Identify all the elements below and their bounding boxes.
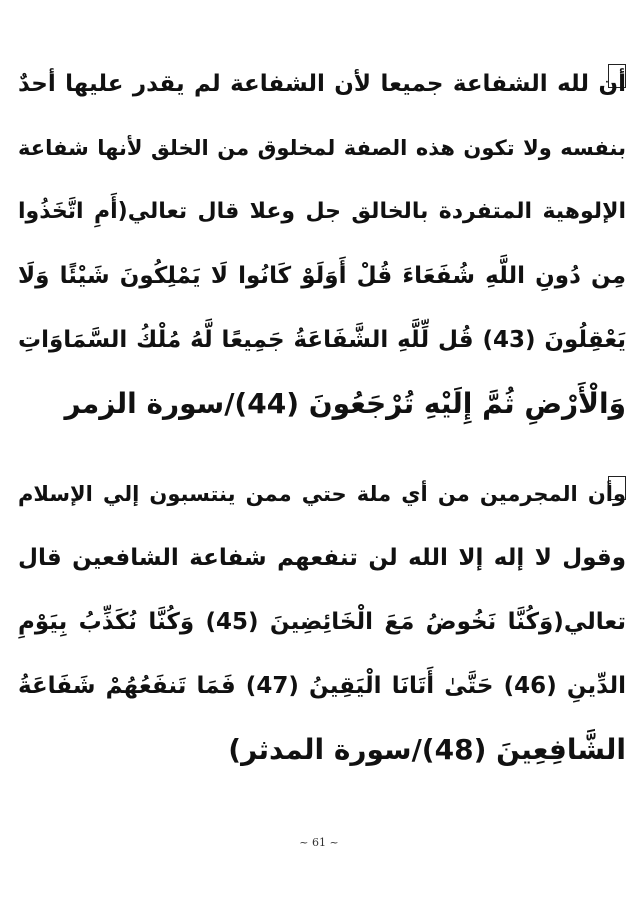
text-line: وَالْأَرْضِ ثُمَّ إِلَيْهِ تُرْجَعُونَ (44)/سورة الزمر (64, 387, 626, 420)
text-line: وقول لا إله إلا الله لن تنفعهم شفاعة الشافعين قال (18, 545, 626, 571)
text-line: وأن المجرمين من أي ملة حتي ممن ينتسبون إلي الإسلام (18, 482, 626, 506)
text-line: الإلوهية المتفردة بالخالق جل وعلا قال تعالي(أَمِ اتَّخَذُوا (18, 199, 626, 224)
text-line: الشَّافِعِينَ (48)/سورة المدثر) (228, 733, 626, 766)
text-line: تعالي(وَكُنَّا نَخُوضُ مَعَ الْخَائِضِينَ (45) وَكُنَّا نُكَذِّبُ بِيَوْمِ (18, 609, 626, 635)
text-line: بنفسه ولا تكون هذه الصفة لمخلوق من الخلق لأنها شفاعة (18, 136, 626, 160)
text-line: أن لله الشفاعة جميعا لأن الشفاعة لم يقدر عليها أحدٌ (18, 71, 626, 97)
paragraph-intercession-zumar (18, 52, 626, 436)
text-line: الدِّينِ (46) حَتَّىٰ أَتَانَا الْيَقِينُ (47) فَمَا تَنفَعُهُمْ شَفَاعَةُ (18, 673, 626, 699)
page-number: ~ 61 ~ (299, 836, 339, 849)
text-line: مِن دُونِ اللَّهِ شُفَعَاءَ قُلْ أَوَلَوْ كَانُوا لَا يَمْلِكُونَ شَيْئًا وَلَا (18, 263, 626, 289)
paragraph-intercession-muddaththir (18, 462, 626, 782)
text-line: يَعْقِلُونَ (43) قُل لِّلَّهِ الشَّفَاعَةُ جَمِيعًا لَّهُ مُلْكُ السَّمَاوَاتِ (18, 327, 626, 353)
